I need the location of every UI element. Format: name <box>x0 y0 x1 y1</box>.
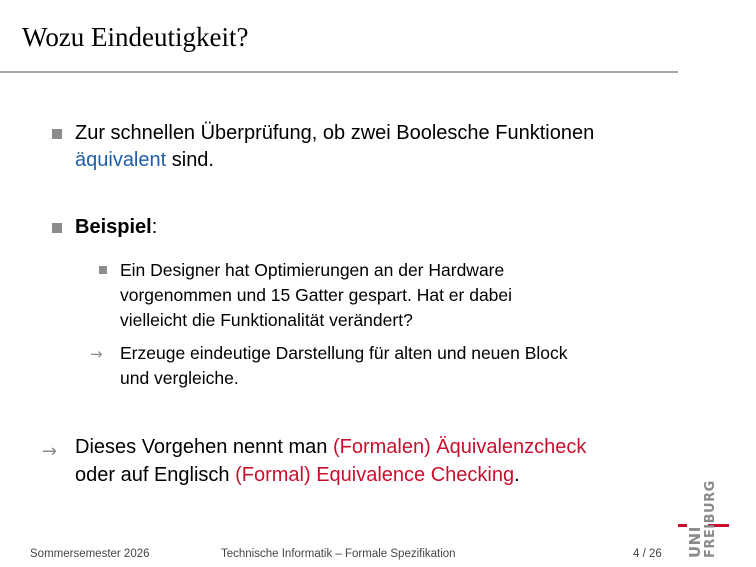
conclusion-text-1: Dieses Vorgehen nennt man <box>75 436 333 458</box>
sub-point-1-text-3: vielleicht die Funktionalität verändert? <box>120 310 413 330</box>
footer-course: Technische Informatik – Formale Spezifikation <box>221 548 456 560</box>
bullet-square <box>52 223 62 233</box>
point-1-line-2 <box>75 148 214 173</box>
sub-point-1-line-1 <box>120 259 504 281</box>
sub-point-1-line-2 <box>120 284 512 306</box>
logo-text-freiburg: FREIBURG <box>703 480 718 558</box>
point-2-line <box>75 215 157 240</box>
sub-point-2-text-2: und vergleiche. <box>120 368 239 388</box>
footer-page-number: 4 / 26 <box>633 548 662 560</box>
sub-bullet-square <box>99 266 107 274</box>
title-rule <box>0 71 678 73</box>
point-1-line-1 <box>75 121 594 146</box>
arrow-icon: → <box>42 441 58 462</box>
conclusion-line-1 <box>75 435 586 460</box>
sub-arrow-icon: → <box>90 345 103 363</box>
logo-text-uni: UNI <box>686 526 704 558</box>
sub-point-1-text-2: vorgenommen und 15 Gatter gespart. Hat er dabei <box>120 285 513 305</box>
example-label: Beispiel <box>75 216 152 238</box>
slide-title: Wozu Eindeutigkeit? <box>22 22 249 52</box>
point-1-text: Zur schnellen Überprüfung, ob zwei Boolesche Funktionen <box>75 122 595 144</box>
sub-point-2-line-2 <box>120 367 239 389</box>
sub-point-2-line-1 <box>120 342 568 364</box>
conclusion-highlight-1: (Formalen) Äquivalenzcheck <box>332 436 587 458</box>
sub-point-1-text-1: Ein Designer hat Optimierungen an der Hardware <box>120 260 505 280</box>
conclusion-text-2: oder auf Englisch <box>75 464 236 486</box>
conclusion-period: . <box>514 464 520 486</box>
conclusion-highlight-2: (Formal) Equivalence Checking <box>235 464 515 486</box>
point-1-highlight: äquivalent <box>75 149 167 171</box>
sub-point-1-line-3 <box>120 309 413 331</box>
conclusion-line-2 <box>75 463 520 488</box>
footer-semester: Sommersemester 2026 <box>30 548 150 560</box>
example-colon: : <box>151 216 158 238</box>
bullet-square <box>52 129 62 139</box>
sub-point-2-text-1: Erzeuge eindeutige Darstellung für alten und neuen Block <box>120 343 568 363</box>
point-1-rest: sind. <box>166 149 214 171</box>
